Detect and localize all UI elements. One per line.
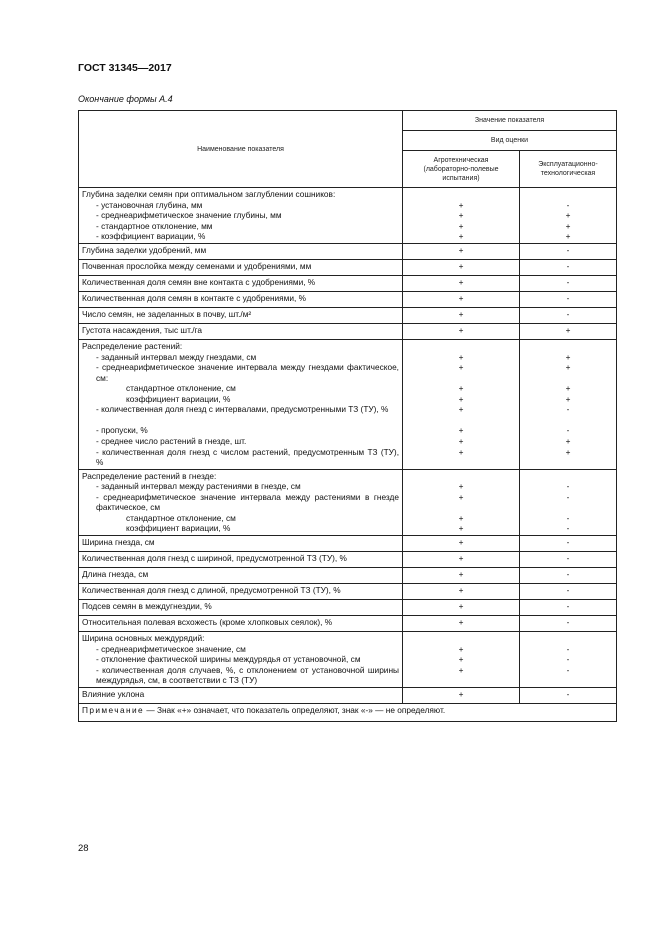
expl-mark-cell: -: [520, 259, 617, 275]
mark: [406, 633, 516, 644]
header-operational: [520, 151, 617, 188]
mark: +: [458, 425, 464, 436]
table-row: [79, 567, 617, 583]
indicator-cell: [79, 188, 403, 244]
agro-mark-cell: [403, 631, 520, 687]
mark: -: [566, 643, 570, 654]
mark: [406, 189, 516, 200]
indicator-cell: [79, 469, 403, 535]
mark: -: [566, 523, 570, 534]
indicator-text: Подсев семян в междугнездии, %: [82, 600, 212, 611]
indicator-text: - среднеарифметическое значение, см: [96, 643, 246, 654]
agro-mark-cell: +: [403, 687, 520, 703]
mark: [523, 633, 613, 644]
header-agrotechnical: [403, 151, 520, 188]
indicator-text: стандартное отклонение, см: [126, 512, 236, 523]
expl-mark-cell: -: [520, 567, 617, 583]
indicator-text: Ширина основных междурядий:: [82, 632, 205, 643]
indicator-text: стандартное отклонение, см: [126, 383, 236, 394]
mark: [406, 471, 516, 482]
indicator-text: Количественная доля гнезд с длиной, предусмотренной ТЗ (ТУ), %: [82, 584, 341, 595]
expl-mark-cell: -: [520, 243, 617, 259]
mark: -: [566, 199, 570, 210]
indicator-text: Густота насаждения, тыс шт./га: [82, 324, 203, 335]
expl-mark-cell: -: [520, 535, 617, 551]
indicator-text: - отклонение фактической ширины междурядья от установочной, см: [96, 654, 361, 665]
indicator-text: коэффициент вариации, %: [126, 523, 231, 534]
indicator-cell: [79, 687, 403, 703]
table-note-row: [79, 703, 617, 721]
indicator-text: Количественная доля гнезд с шириной, предусмотренной ТЗ (ТУ), %: [82, 552, 347, 563]
table-row: [79, 599, 617, 615]
indicator-text: Число семян, не заделанных в почву, шт./м²: [82, 308, 252, 319]
indicator-text: коэффициент вариации, %: [126, 393, 231, 404]
table-row: [79, 259, 617, 275]
mark: +: [458, 664, 464, 675]
mark: +: [458, 404, 464, 415]
indicator-text: - среднеарифметическое значение интервала между растениями в гнезде фактическое, см: [96, 491, 399, 513]
mark: [406, 341, 516, 352]
mark: -: [566, 664, 570, 675]
table-row: [79, 323, 617, 339]
mark: -: [566, 481, 570, 492]
indicator-cell: [79, 631, 403, 687]
table-row: [79, 535, 617, 551]
header-expl-line: технологическая: [540, 170, 596, 177]
mark: +: [458, 362, 464, 373]
mark: +: [458, 199, 464, 210]
indicator-text: Распределение растений в гнезде:: [82, 470, 217, 481]
table-row: [79, 291, 617, 307]
agro-mark-cell: +: [403, 583, 520, 599]
agro-mark-cell: [403, 188, 520, 244]
agro-mark-cell: +: [403, 615, 520, 631]
agro-mark-cell: [403, 469, 520, 535]
expl-mark-cell: +: [520, 323, 617, 339]
table-note: [79, 703, 617, 721]
header-expl-line: Эксплуатационно-: [538, 161, 598, 168]
indicator-text: - среднее число растений в гнезде, шт.: [96, 435, 247, 446]
mark: +: [458, 210, 464, 221]
table-row: [79, 583, 617, 599]
expl-mark-cell: [520, 339, 617, 469]
mark: +: [458, 383, 464, 394]
table-row: [79, 551, 617, 567]
mark: +: [458, 393, 464, 404]
mark: +: [565, 220, 571, 231]
mark: +: [458, 231, 464, 242]
note-text: — Знак «+» означает, что показатель определяют, знак «-» — не определяют.: [144, 704, 446, 715]
indicator-cell: [79, 243, 403, 259]
indicator-table: [78, 110, 617, 722]
indicator-text: - заданный интервал между гнездами, см: [96, 351, 257, 362]
expl-mark-cell: -: [520, 687, 617, 703]
agro-mark-cell: +: [403, 551, 520, 567]
mark: +: [565, 351, 571, 362]
mark: -: [566, 654, 570, 665]
indicator-text: Глубина заделки семян при оптимальном заглублении сошников:: [82, 189, 336, 199]
header-agro-line: Агротехническая: [433, 156, 489, 164]
mark: -: [566, 491, 570, 502]
mark: +: [458, 512, 464, 523]
expl-mark-cell: -: [520, 583, 617, 599]
mark: [523, 341, 613, 352]
mark: -: [566, 425, 570, 436]
indicator-text: - количественная доля случаев, %, с отклонением от установочной ширины междурядья, см, в соответствии с ТЗ (ТУ): [96, 664, 399, 686]
header-indicator-name: Наименование показателя: [79, 111, 403, 188]
indicator-text: - установочная глубина, мм: [96, 199, 203, 210]
indicator-text: - количественная доля гнезд с интервалами, предусмотренными ТЗ (ТУ), %: [96, 404, 389, 415]
indicator-text: - среднеарифметическое значение интервала между гнездами фактическое, см:: [96, 362, 399, 383]
expl-mark-cell: [520, 469, 617, 535]
mark: +: [565, 446, 571, 457]
mark: +: [458, 654, 464, 665]
indicator-text: Влияние уклона: [82, 688, 145, 699]
mark: +: [458, 481, 464, 492]
mark: +: [458, 446, 464, 457]
agro-mark-cell: +: [403, 259, 520, 275]
expl-mark-cell: -: [520, 275, 617, 291]
agro-mark-cell: [403, 339, 520, 469]
mark: [523, 189, 613, 200]
mark: [523, 471, 613, 482]
indicator-text: Почвенная прослойка между семенами и удобрениями, мм: [82, 260, 312, 271]
indicator-cell: [79, 339, 403, 469]
indicator-cell: [79, 323, 403, 339]
indicator-cell: [79, 567, 403, 583]
indicator-cell: [79, 307, 403, 323]
table-caption: Окончание формы А.4: [78, 94, 173, 104]
agro-mark-cell: +: [403, 567, 520, 583]
table-row: [79, 188, 617, 244]
agro-mark-cell: +: [403, 243, 520, 259]
table-row: [79, 339, 617, 469]
header-assessment-kind: Вид оценки: [403, 131, 617, 151]
indicator-cell: [79, 551, 403, 567]
agro-mark-cell: +: [403, 275, 520, 291]
indicator-text: - коэффициент вариации, %: [96, 231, 206, 242]
mark: +: [565, 435, 571, 446]
table-row: [79, 243, 617, 259]
indicator-text: Глубина заделки удобрений, мм: [82, 244, 207, 255]
indicator-cell: [79, 615, 403, 631]
mark: -: [566, 404, 570, 415]
indicator-text: - заданный интервал между растениями в гнезде, см: [96, 481, 301, 492]
agro-mark-cell: +: [403, 307, 520, 323]
table-row: [79, 687, 617, 703]
table-row: [79, 469, 617, 535]
page-number: 28: [78, 843, 89, 854]
mark: +: [565, 362, 571, 373]
table-row: [79, 631, 617, 687]
indicator-cell: [79, 259, 403, 275]
expl-mark-cell: [520, 188, 617, 244]
indicator-text: Распределение растений:: [82, 340, 183, 351]
expl-mark-cell: [520, 631, 617, 687]
agro-mark-cell: +: [403, 599, 520, 615]
indicator-text: Относительная полевая всхожесть (кроме хлопковых сеялок), %: [82, 616, 333, 627]
indicator-text: - пропуски, %: [96, 425, 148, 436]
indicator-text: Ширина гнезда, см: [82, 536, 155, 547]
indicator-text: Количественная доля семян вне контакта с удобрениями, %: [82, 276, 316, 287]
table-row: [79, 275, 617, 291]
mark: +: [565, 393, 571, 404]
indicator-cell: [79, 535, 403, 551]
indicator-text: Длина гнезда, см: [82, 568, 149, 579]
mark: +: [565, 383, 571, 394]
expl-mark-cell: -: [520, 615, 617, 631]
document-id: ГОСТ 31345—2017: [78, 62, 172, 74]
mark: +: [458, 643, 464, 654]
mark: +: [458, 351, 464, 362]
indicator-text: - количественная доля гнезд с числом растений, предусмотренным ТЗ (ТУ), %: [96, 446, 399, 468]
expl-mark-cell: -: [520, 551, 617, 567]
mark: +: [458, 491, 464, 502]
table-row: [79, 307, 617, 323]
expl-mark-cell: -: [520, 307, 617, 323]
indicator-text: - стандартное отклонение, мм: [96, 220, 213, 231]
indicator-text: - среднеарифметическое значение глубины, мм: [96, 210, 282, 221]
mark: +: [458, 435, 464, 446]
expl-mark-cell: -: [520, 291, 617, 307]
mark: -: [566, 512, 570, 523]
mark: +: [458, 523, 464, 534]
agro-mark-cell: +: [403, 535, 520, 551]
expl-mark-cell: -: [520, 599, 617, 615]
mark: +: [565, 231, 571, 242]
mark: +: [458, 220, 464, 231]
note-label: Примечание: [82, 704, 145, 715]
indicator-cell: [79, 275, 403, 291]
header-agro-line: испытания): [442, 174, 480, 182]
agro-mark-cell: +: [403, 291, 520, 307]
indicator-cell: [79, 291, 403, 307]
agro-mark-cell: +: [403, 323, 520, 339]
table-row: [79, 615, 617, 631]
indicator-cell: [79, 599, 403, 615]
indicator-text: Количественная доля семян в контакте с удобрениями, %: [82, 292, 306, 303]
indicator-cell: [79, 583, 403, 599]
header-value: Значение показателя: [403, 111, 617, 131]
mark: +: [565, 210, 571, 221]
header-agro-line: (лабораторно-полевые: [423, 165, 499, 173]
